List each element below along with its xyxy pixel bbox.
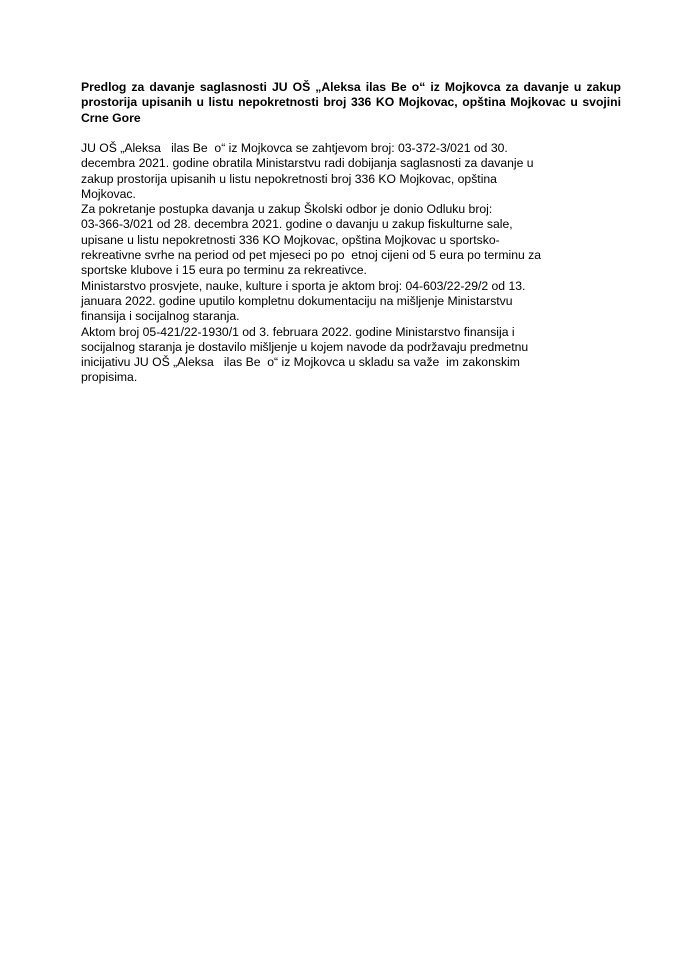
paragraph-request — [81, 141, 621, 202]
text-line: zakup prostorija upisanih u listu nepokretnosti broj 336 KO Mojkovac, opština — [81, 171, 497, 186]
text-line: 03-366-3/021 od 28. decembra 2021. godine o davanju u zakup fiskulturne sale, — [81, 217, 513, 232]
text-line: sportske klubove i 15 eura po terminu za rekreativce. — [81, 263, 367, 278]
text-line: Aktom broj 05-421/22-1930/1 od 3. februara 2022. godine Ministarstvo finansija i — [81, 324, 515, 339]
text-line: Ministarstvo prosvjete, nauke, kulture i sporta je aktom broj: 04-603/22-29/2 od 13. — [81, 278, 526, 293]
text-line: Za pokretanje postupka davanja u zakup Školski odbor je donio Odluku broj: — [81, 202, 493, 217]
paragraph-school-board-decision — [81, 202, 621, 278]
document-body — [81, 141, 621, 386]
text-line: propisima. — [81, 370, 138, 385]
text-line: upisane u listu nepokretnosti 336 KO Mojkovac, opština Mojkovac u sportsko- — [81, 232, 500, 247]
text-line: rekreativne svrhe na period od pet mjeseci po po etnoj cijeni od 5 eura po terminu za — [81, 248, 542, 263]
text-line: inicijativu JU OŠ „Aleksa ilas Be o“ iz Mojkovca u skladu sa važe im zakonskim — [81, 355, 520, 370]
text-line: finansija i socijalnog staranja. — [81, 309, 240, 324]
paragraph-ministry-referral — [81, 279, 621, 325]
text-line: decembra 2021. godine obratila Ministarstvu radi dobijanja saglasnosti za davanje u — [81, 156, 534, 171]
text-line: JU OŠ „Aleksa ilas Be o“ iz Mojkovca se zahtjevom broj: 03-372-3/021 od 30. — [81, 141, 508, 155]
text-line: socijalnog staranja je dostavilo mišljenje u kojem navode da podržavaju predmetnu — [81, 339, 529, 354]
text-line: Mojkovac. — [81, 186, 136, 201]
document-title: Predlog za davanje saglasnosti JU OŠ „Aleksa ilas Be o“ iz Mojkovca za davanje u zakup prostorija upisanih u listu nepokretnosti broj 336 KO Mojkovac, opština Mojkovac u svojini Crne Gore — [81, 80, 621, 125]
text-line: januara 2022. godine uputilo kompletnu dokumentaciju na mišljenje Ministarstvu — [81, 293, 513, 308]
paragraph-finance-opinion — [81, 325, 621, 386]
